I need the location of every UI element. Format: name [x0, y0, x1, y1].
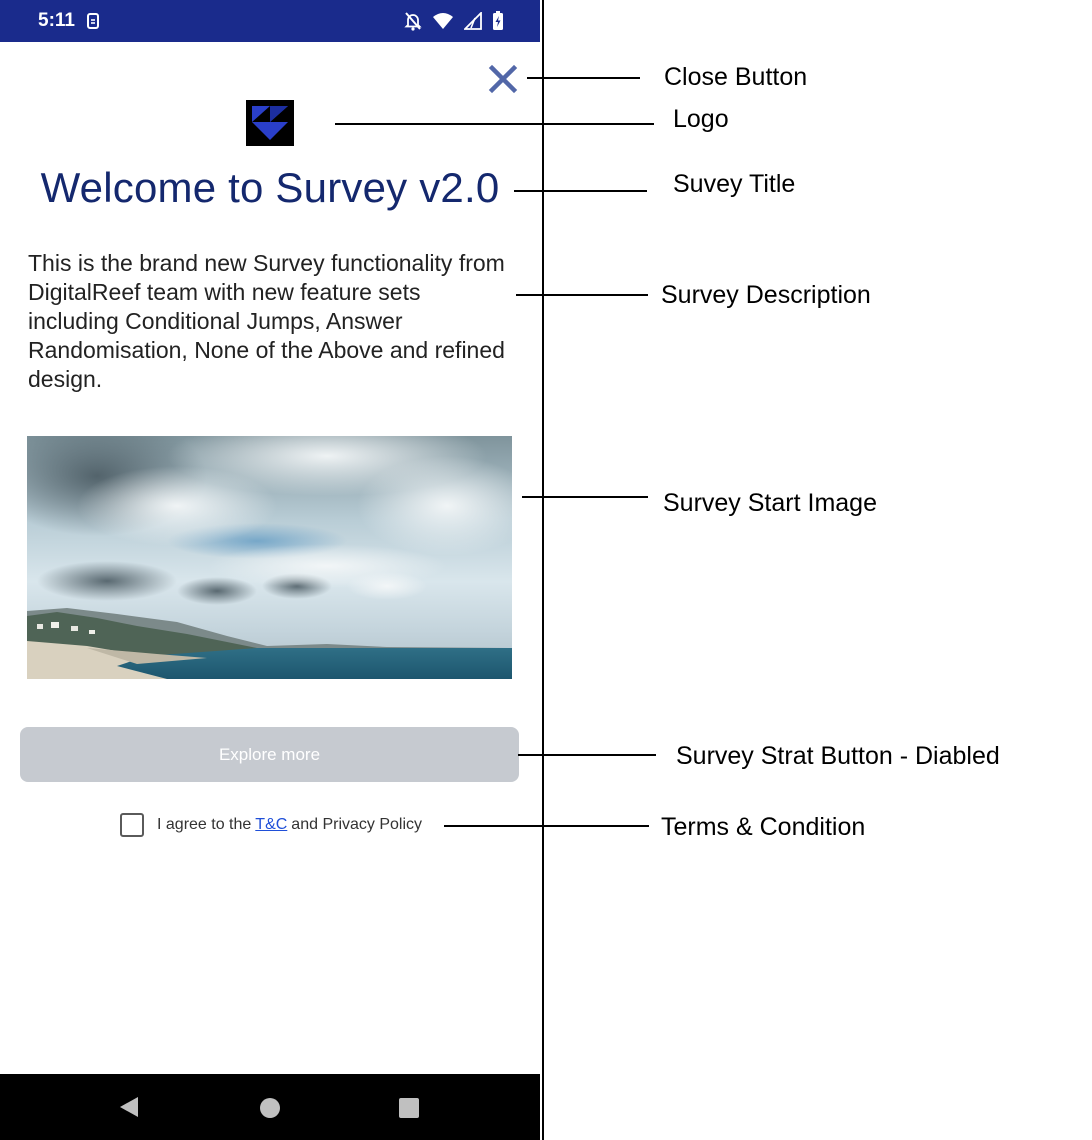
annotation-title: Suvey Title [673, 170, 796, 198]
sim-card-icon [86, 12, 100, 35]
battery-charging-icon [492, 11, 504, 36]
start-image-pointer-line [522, 496, 648, 498]
close-button[interactable] [486, 62, 520, 96]
terms-link[interactable]: T&C [255, 816, 288, 833]
annotation-start-image: Survey Start Image [663, 489, 877, 517]
close-icon [486, 62, 520, 96]
status-icons [404, 11, 504, 36]
back-icon[interactable] [118, 1096, 140, 1123]
survey-description: This is the brand new Survey functionality from DigitalReef team with new feature sets including Conditional Jumps, Answer Randomisation, None of the Above and refined design. [28, 250, 505, 392]
title-pointer-line [514, 190, 647, 192]
terms-row [120, 812, 422, 838]
explore-more-button[interactable]: Explore more [20, 727, 519, 782]
terms-pointer-line [444, 825, 649, 827]
cellular-signal-icon [464, 12, 482, 35]
terms-prefix: I agree to the [157, 816, 252, 833]
survey-start-image [27, 436, 512, 679]
logo-pointer-line [335, 123, 654, 125]
annotation-description: Survey Description [661, 281, 871, 309]
start-button-pointer-line [518, 754, 656, 756]
recents-icon[interactable] [398, 1097, 420, 1124]
description-pointer-line [516, 294, 648, 296]
logo [246, 100, 294, 146]
status-time: 5:11 [38, 10, 75, 31]
notifications-off-icon [404, 11, 422, 36]
annotation-close-button: Close Button [664, 63, 808, 91]
wifi-icon [432, 12, 454, 35]
terms-checkbox[interactable] [120, 813, 144, 837]
annotation-start-button: Survey Strat Button - Diabled [676, 742, 1000, 770]
status-bar [0, 0, 540, 42]
digitalreef-logo-icon [246, 100, 294, 146]
terms-suffix: and Privacy Policy [291, 816, 423, 833]
home-icon[interactable] [259, 1097, 281, 1124]
vertical-divider [542, 0, 544, 1140]
annotation-logo: Logo [673, 105, 729, 133]
navigation-bar [0, 1074, 540, 1140]
annotation-terms: Terms & Condition [661, 813, 866, 841]
survey-title: Welcome to Survey v2.0 [40, 164, 500, 211]
close-button-pointer-line [527, 77, 640, 79]
phone-screen [0, 0, 540, 1140]
